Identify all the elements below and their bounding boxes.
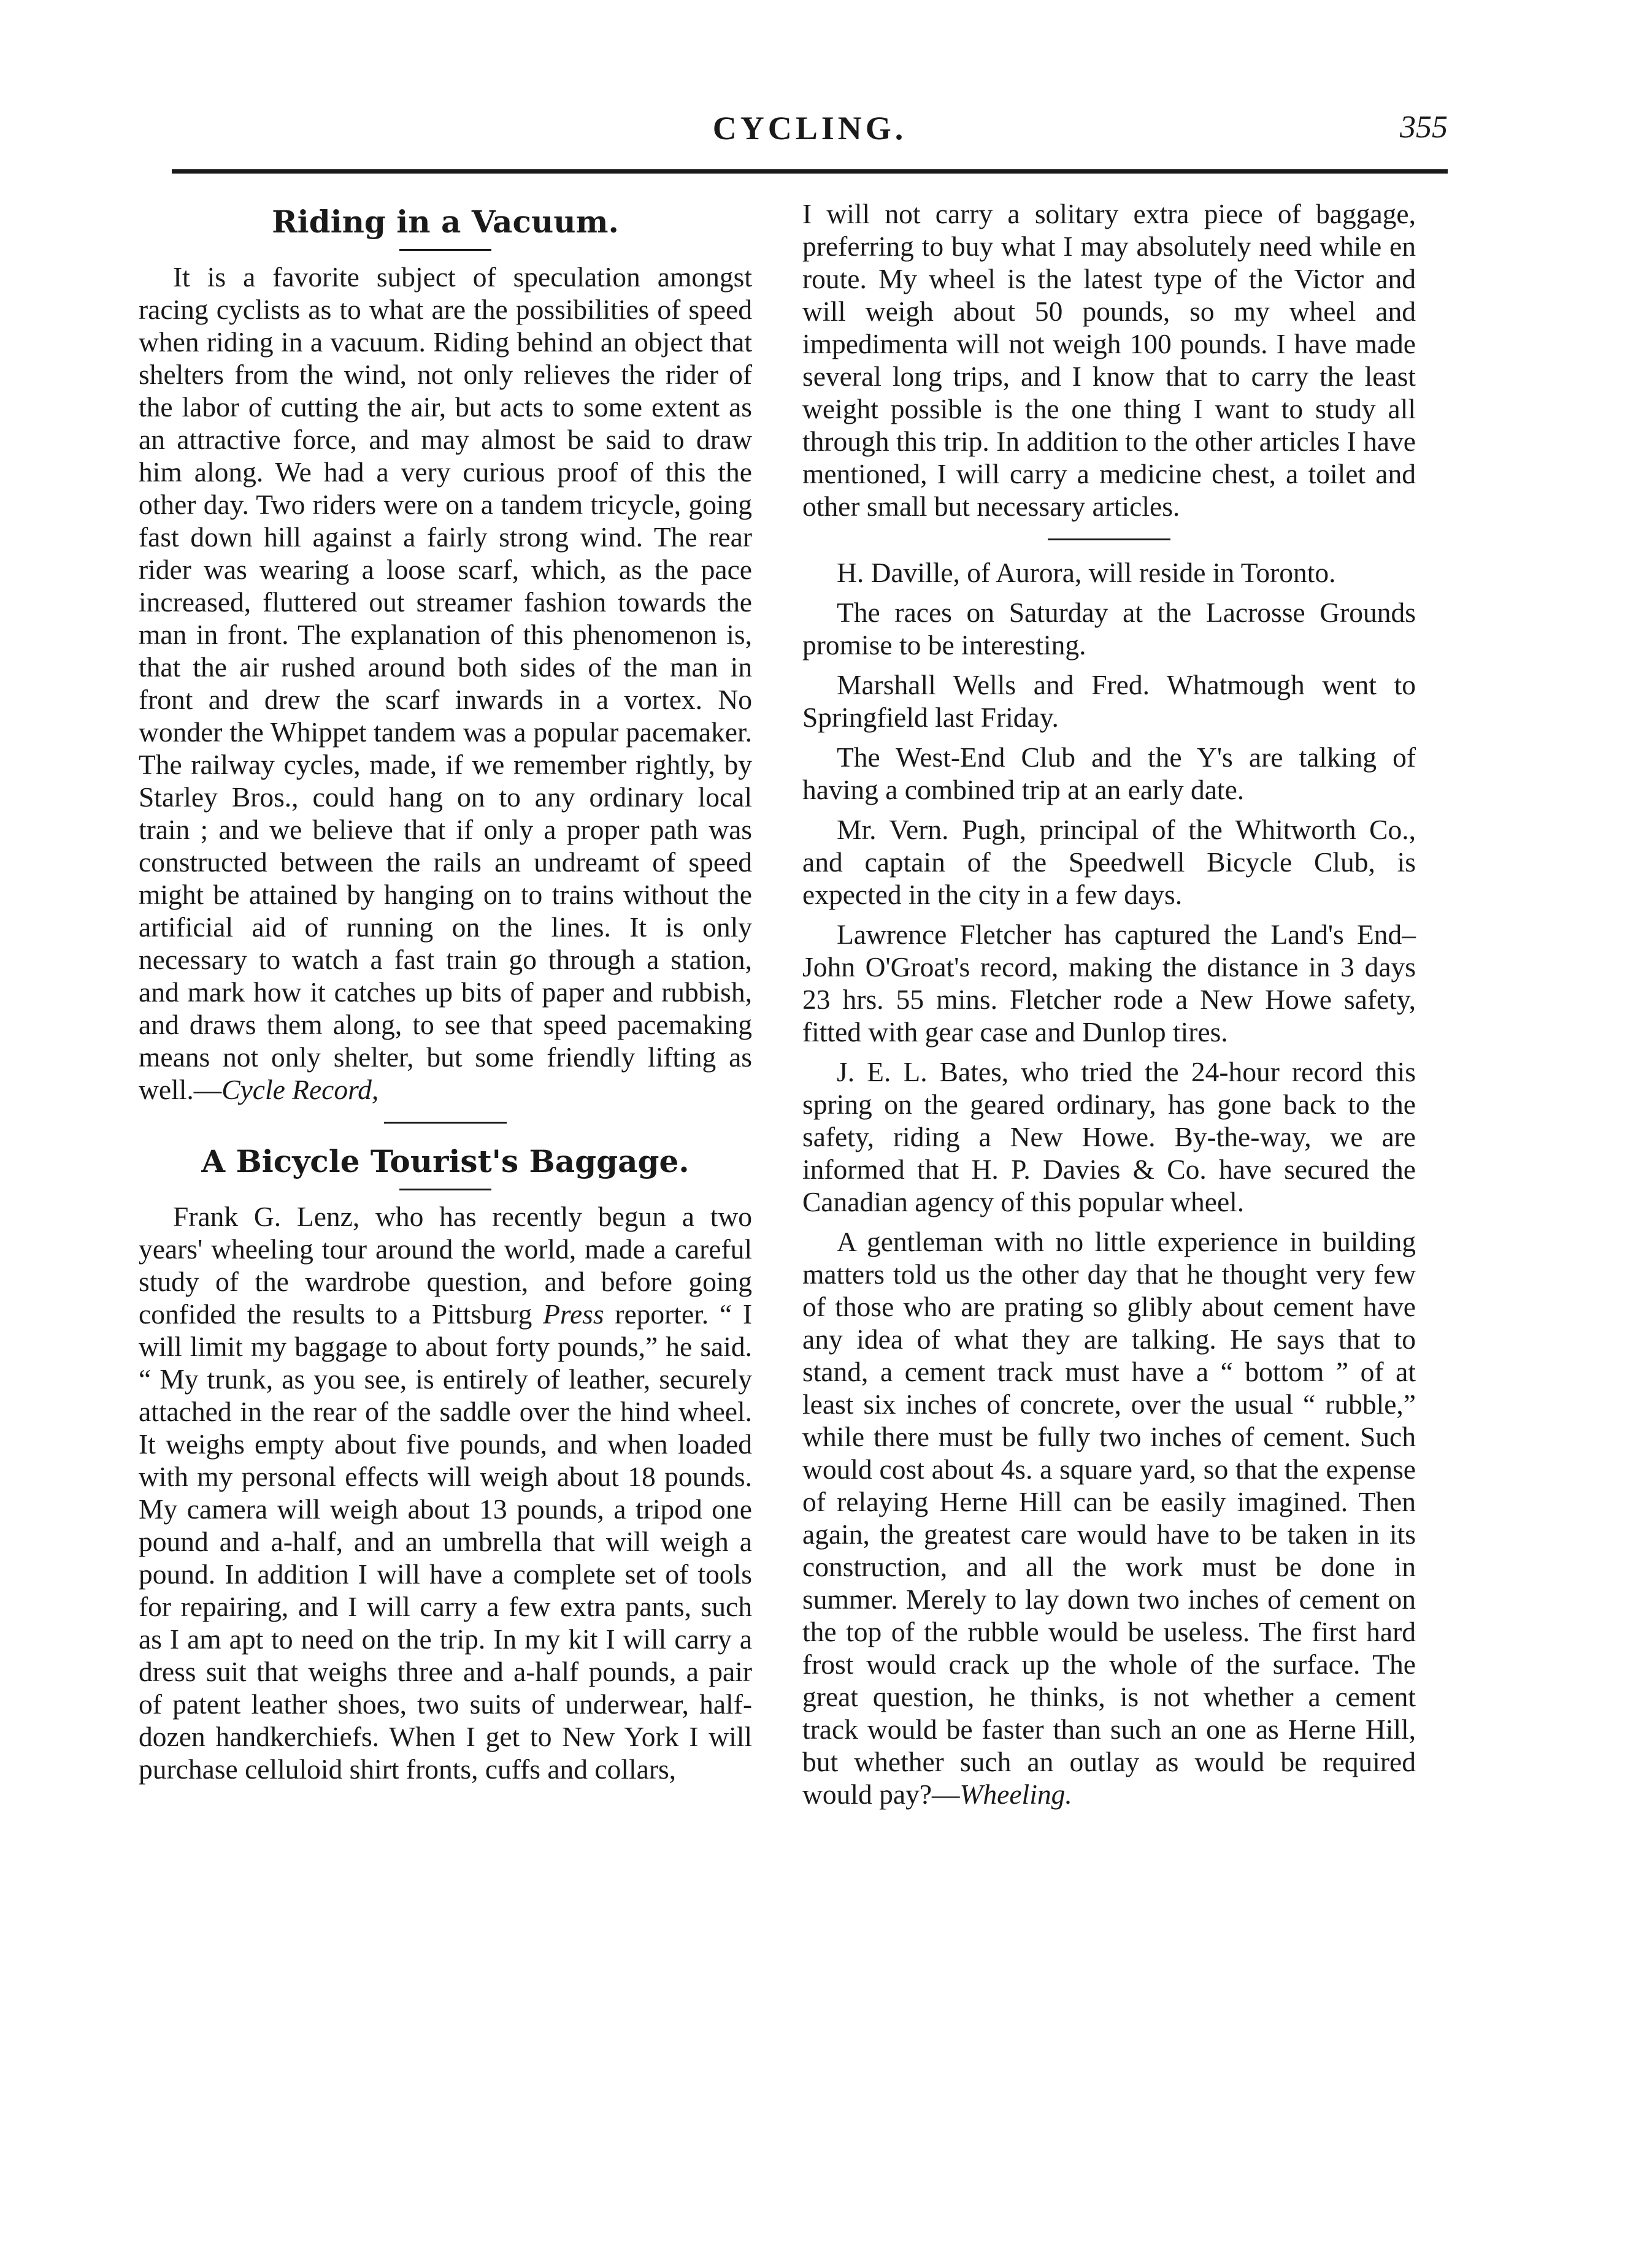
header-rule: [172, 169, 1448, 174]
article-title-bicycle-tourists-baggage: A Bicycle Tourist's Baggage.: [201, 1143, 690, 1179]
news-item: H. Daville, of Aurora, will reside in Toronto.: [837, 557, 1336, 588]
article-continuation: I will not carry a solitary extra piece of baggage, preferring to buy what I may absolutely need while en route. My wheel is the latest type of the Victor and will weigh about 50 pounds, so my wheel and impedimenta will not weigh 100 pounds. I have made several long trips, and I know that to carry the least weight possible is the one thing I want to study all through this trip. In addition to the other articles I have mentioned, I will carry a medicine chest, a toilet and other small but necessary articles.: [802, 198, 1416, 522]
right-column: [802, 184, 1416, 1818]
article-text: Frank G. Lenz, who has recently begun a two years' wheeling tour around the world, made a careful study of the wardrobe question, and before going confided the results to a Pittsburg: [139, 1201, 752, 1330]
article-title-riding-in-a-vacuum: Riding in a Vacuum.: [272, 204, 619, 240]
news-item: The races on Saturday at the Lacrosse Grounds promise to be interesting.: [802, 597, 1416, 661]
article-text: It is a favorite subject of speculation amongst racing cyclists as to what are the possibilities of speed when riding in a vacuum. Riding behind an object that shelters from the wind, not only relieves the rider of the labor of cutting the air, but acts to some extent as an attractive force, and may almost be said to draw him along. We had a very curious proof of this the other day. Two riders were on a tandem tricycle, going fast down hill against a fairly strong wind. The rear rider was wearing a loose scarf, which, as the pace increased, fluttered out streamer fashion towards the man in front. The explanation of this phenomenon is, that the air rushed around both sides of the man in front and drew the scarf inwards in a vortex. No wonder the Whippet tandem was a popular pacemaker. The railway cycles, made, if we remember rightly, by Starley Bros., could hang on to any ordinary local train ; and we believe that if only a proper path was constructed between the rails an undreamt of speed might be attained by hanging on to trains without the artificial aid of running on the lines. It is only necessary to watch a fast train go through a station, and mark how it catches up bits of paper and rubbish, and draws them along, to see that speed pacemaking means not only shelter, but some friendly lifting as well.—: [139, 261, 752, 1105]
newspaper-name: Press: [543, 1298, 604, 1330]
news-item: Mr. Vern. Pugh, principal of the Whitworth Co., and captain of the Speedwell Bicycle Club, is expected in the city in a few days.: [802, 814, 1416, 910]
news-item: Lawrence Fletcher has captured the Land's End–John O'Groat's record, making the distance in 3 days 23 hrs. 55 mins. Fletcher rode a New Howe safety, fitted with gear case and Dunlop tires.: [802, 919, 1416, 1048]
news-item-cement-track: [802, 1225, 1416, 1810]
left-column: [139, 184, 752, 1793]
news-item: The West-End Club and the Y's are talking of having a combined trip at an early date.: [802, 741, 1416, 805]
page-number: 355: [1400, 110, 1448, 145]
article-text: A gentleman with no little experience in building matters told us the other day that he thought very few of those who are prating so glibly about cement have any idea of what they are talking. He says that to stand, a cement track must have a “ bottom ” of at least six inches of concrete, over the usual “ rubble,” while there must be fully two inches of cement. Such would cost about 4s. a square yard, so that the expense of relaying Herne Hill can be easily imagined. Then again, the greatest care would have to be taken in its construction, and all the work must be done in summer. Merely to lay down two inches of cement on the top of the rubble would be useless. The first hard frost would crack up the whole of the surface. The great question, he thinks, is not whether a cement track would be faster than such an one as Herne Hill, but whether such an outlay as would be required would pay?—: [802, 1226, 1416, 1810]
article-credit: Cycle Record,: [221, 1074, 379, 1105]
running-head: [172, 104, 1448, 159]
title-rule: [399, 1189, 491, 1190]
journal-title: CYCLING.: [712, 110, 907, 147]
article-text: reporter. “ I will limit my baggage to about forty pounds,” he said. “ My trunk, as you see, is entirely of leather, securely attached in the rear of the saddle over the hind wheel. It weighs empty about five pounds, and when loaded with my personal effects will weigh about 18 pounds. My camera will weigh about 13 pounds, a tripod one pound and a-half, and an umbrella that will weigh a pound. In addition I will have a complete set of tools for repairing, and I will carry a few extra pants, such as I am apt to need on the trip. In my kit I will carry a dress suit that weighs three and a-half pounds, a pair of patent leather shoes, two suits of underwear, half-dozen handkerchiefs. When I get to New York I will purchase celluloid shirt fronts, cuffs and collars,: [139, 1298, 752, 1785]
article-credit: Wheeling.: [959, 1779, 1072, 1810]
news-item: Marshall Wells and Fred. Whatmough went to Springfield last Friday.: [802, 669, 1416, 733]
article-body-bicycle-tourists-baggage: [139, 1200, 752, 1785]
section-rule: [384, 1122, 507, 1124]
article-body-riding-in-a-vacuum: [139, 261, 752, 1106]
section-rule: [1048, 538, 1170, 540]
news-item: J. E. L. Bates, who tried the 24-hour record this spring on the geared ordinary, has gone back to the safety, riding a New Howe. By-the-way, we are informed that H. P. Davies & Co. have secured the Canadian agency of this popular wheel.: [802, 1056, 1416, 1217]
title-rule: [399, 249, 491, 251]
